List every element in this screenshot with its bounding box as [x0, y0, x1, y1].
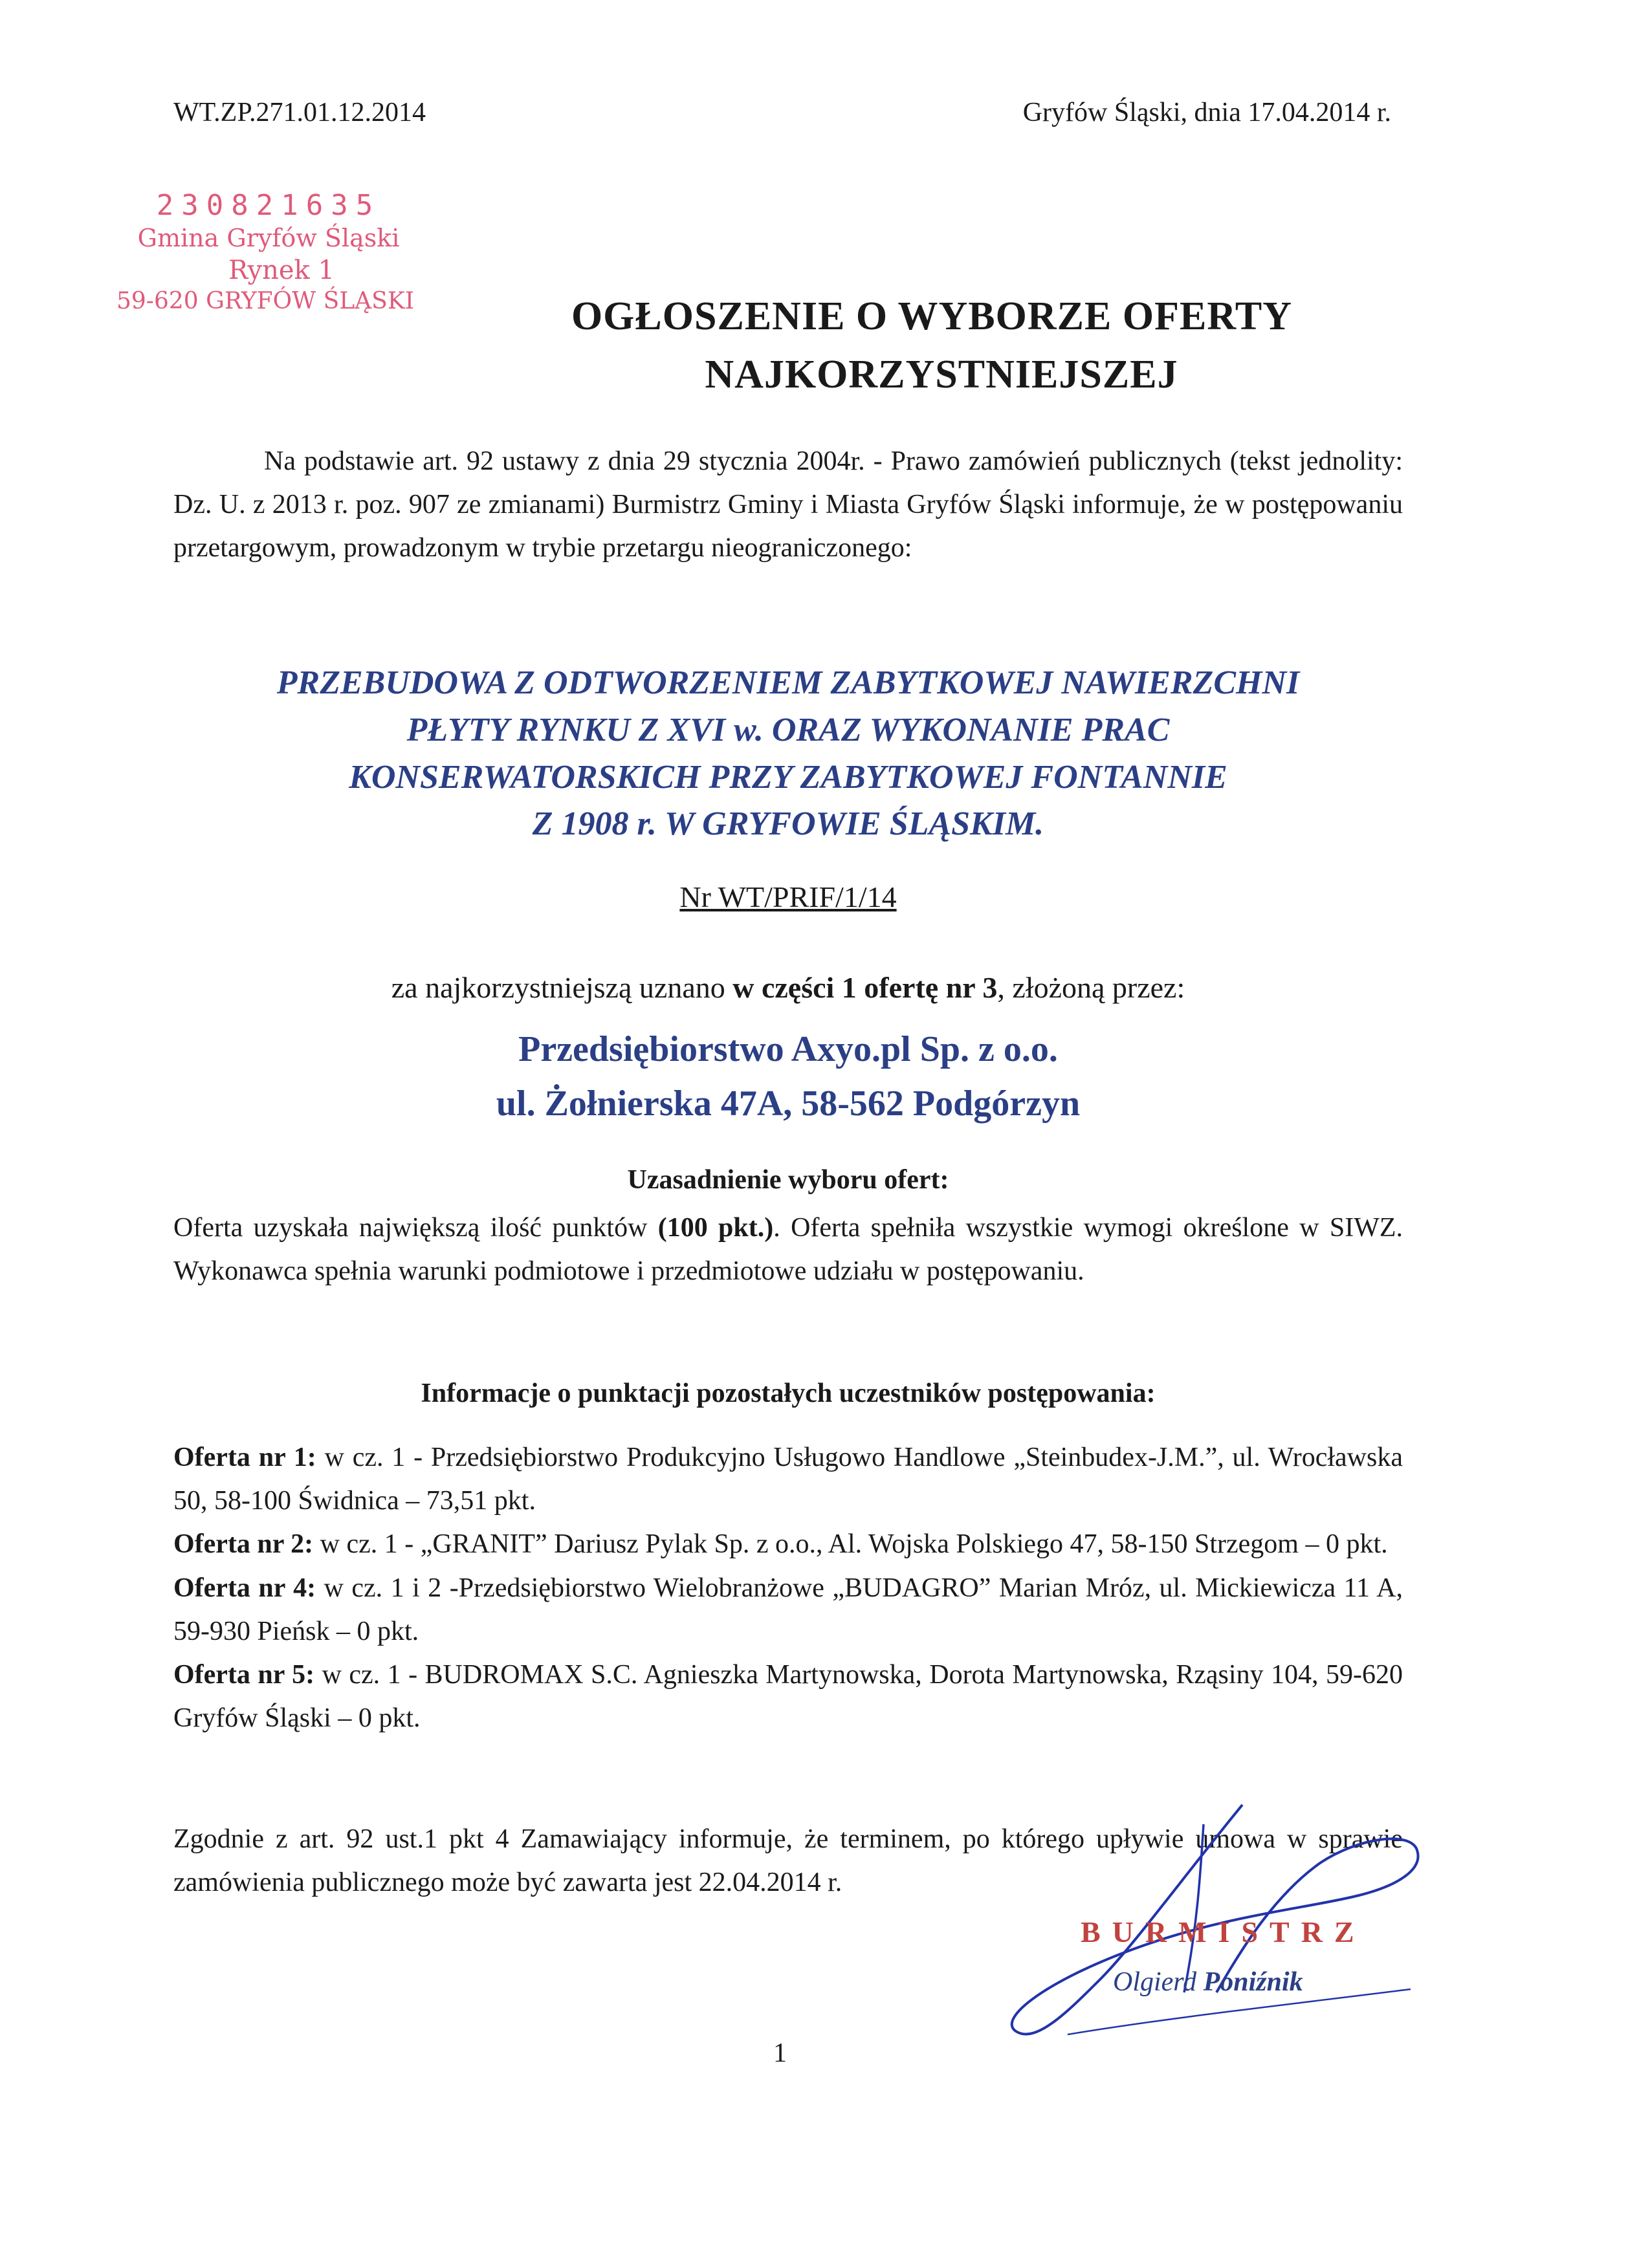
winner-intro: [173, 970, 1403, 1005]
offer-text: w cz. 1 - Przedsiębiorstwo Produkcyjno Usługowo Handlowe „Steinbudex-J.M.”, ul. Wrocławska 50, 58-100 Świdnica – 73,51 pkt.: [173, 1443, 1403, 1516]
offer-text: w cz. 1 - BUDROMAX S.C. Agnieszka Martynowska, Dorota Martynowska, Rząsiny 104, 59-620 Gryfów Śląski – 0 pkt.: [173, 1659, 1403, 1734]
offer-text: w cz. 1 i 2 -Przedsiębiorstwo Wielobranżowe „BUDAGRO” Marian Mróz, ul. Mickiewicza 11 A, 59-930 Pieńsk – 0 pkt.: [173, 1573, 1403, 1646]
stamp-number: 230821635: [156, 189, 381, 222]
document-reference: WT.ZP.271.01.12.2014: [173, 98, 426, 127]
signatory-last-name: Poniźnik: [1203, 1967, 1303, 1997]
winner-intro-pre: za najkorzystniejszą uznano: [391, 971, 733, 1004]
signatory-title: BURMISTRZ: [1081, 1915, 1366, 1948]
office-stamp: [116, 188, 421, 316]
stamp-line-street: Rynek 1: [228, 255, 335, 285]
justification-bold: (100 pkt.): [657, 1213, 774, 1243]
offer-label: Oferta nr 5:: [173, 1659, 315, 1690]
offer-item: [173, 1523, 1403, 1566]
page-number: 1: [773, 2038, 787, 2068]
others-heading: Informacje o punktacji pozostałych uczestników postępowania:: [421, 1379, 1156, 1408]
title-line-2: NAJKORZYSTNIEJSZEJ: [705, 352, 1178, 397]
stamp-line-postal: 59-620 GRYFÓW ŚLĄSKI: [116, 287, 414, 314]
intro-text: Na podstawie art. 92 ustawy z dnia 29 stycznia 2004r. - Prawo zamówień publicznych (tekst jednolity: Dz. U. z 2013 r. poz. 907 ze zmianami) Burmistrz Gminy i Miasta Gryfów Śląski informuje, że w postępowaniu przetargowym, prowadzonym w trybie przetargu nieograniczonego:: [173, 446, 1403, 563]
offer-item: [173, 1567, 1403, 1653]
signatory-first-name: Olgierd: [1113, 1967, 1204, 1997]
winner-name: Przedsiębiorstwo Axyo.pl Sp. z o.o.: [518, 1029, 1058, 1069]
offer-label: Oferta nr 4:: [173, 1573, 316, 1603]
project-title: [173, 660, 1403, 848]
offer-label: Oferta nr 1:: [173, 1443, 316, 1472]
winner-intro-bold: w części 1 ofertę nr 3: [732, 971, 998, 1004]
closing-paragraph: Zgodnie z art. 92 ust.1 pkt 4 Zamawiający informuje, że terminem, po którego upływie umowa w sprawie zamówienia publicznego może być zawarta jest 22.04.2014 r.: [173, 1824, 1403, 1898]
intro-paragraph: [173, 440, 1403, 571]
offers-list: [173, 1436, 1403, 1740]
justification-pre: Oferta uzyskała największą ilość punktów: [173, 1213, 658, 1243]
offer-text: w cz. 1 - „GRANIT” Dariusz Pylak Sp. z o.o., Al. Wojska Polskiego 47, 58-150 Strzegom – 0 pkt.: [313, 1529, 1388, 1560]
winner-address: ul. Żołnierska 47A, 58-562 Podgórzyn: [496, 1084, 1081, 1124]
title-line-1: OGŁOSZENIE O WYBORZE OFERTY: [571, 294, 1293, 338]
stamp-line-municipality: Gmina Gryfów Śląski: [137, 224, 400, 252]
signatory-name: [1113, 1967, 1303, 1998]
justification-heading: Uzasadnienie wyboru ofert:: [627, 1165, 949, 1195]
document-title: [427, 288, 1436, 404]
project-line-1: PRZEBUDOWA Z ODTWORZENIEM ZABYTKOWEJ NAWIERZCHNI: [276, 664, 1300, 701]
justification-post: . Oferta spełniła wszystkie wymogi określone w SIWZ. Wykonawca spełnia warunki podmiotowe i przedmiotowe udziału w postępowaniu.: [173, 1213, 1403, 1287]
justification-paragraph: [173, 1206, 1403, 1293]
project-line-2: PŁYTY RYNKU Z XVI w. ORAZ WYKONANIE PRAC: [406, 711, 1170, 748]
project-line-3: KONSERWATORSKICH PRZY ZABYTKOWEJ FONTANNIE: [349, 758, 1227, 796]
winner-intro-post: , złożoną przez:: [997, 971, 1185, 1004]
winner-block: [173, 1022, 1403, 1131]
procedure-number-text: Nr WT/PRIF/1/14: [679, 880, 897, 913]
offer-label: Oferta nr 2:: [173, 1529, 314, 1560]
project-line-4: Z 1908 r. W GRYFOWIE ŚLĄSKIM.: [532, 805, 1044, 843]
place-and-date: Gryfów Śląski, dnia 17.04.2014 r.: [1022, 98, 1391, 127]
offer-item: [173, 1436, 1403, 1523]
procedure-number: [173, 880, 1403, 914]
offer-item: [173, 1653, 1403, 1740]
